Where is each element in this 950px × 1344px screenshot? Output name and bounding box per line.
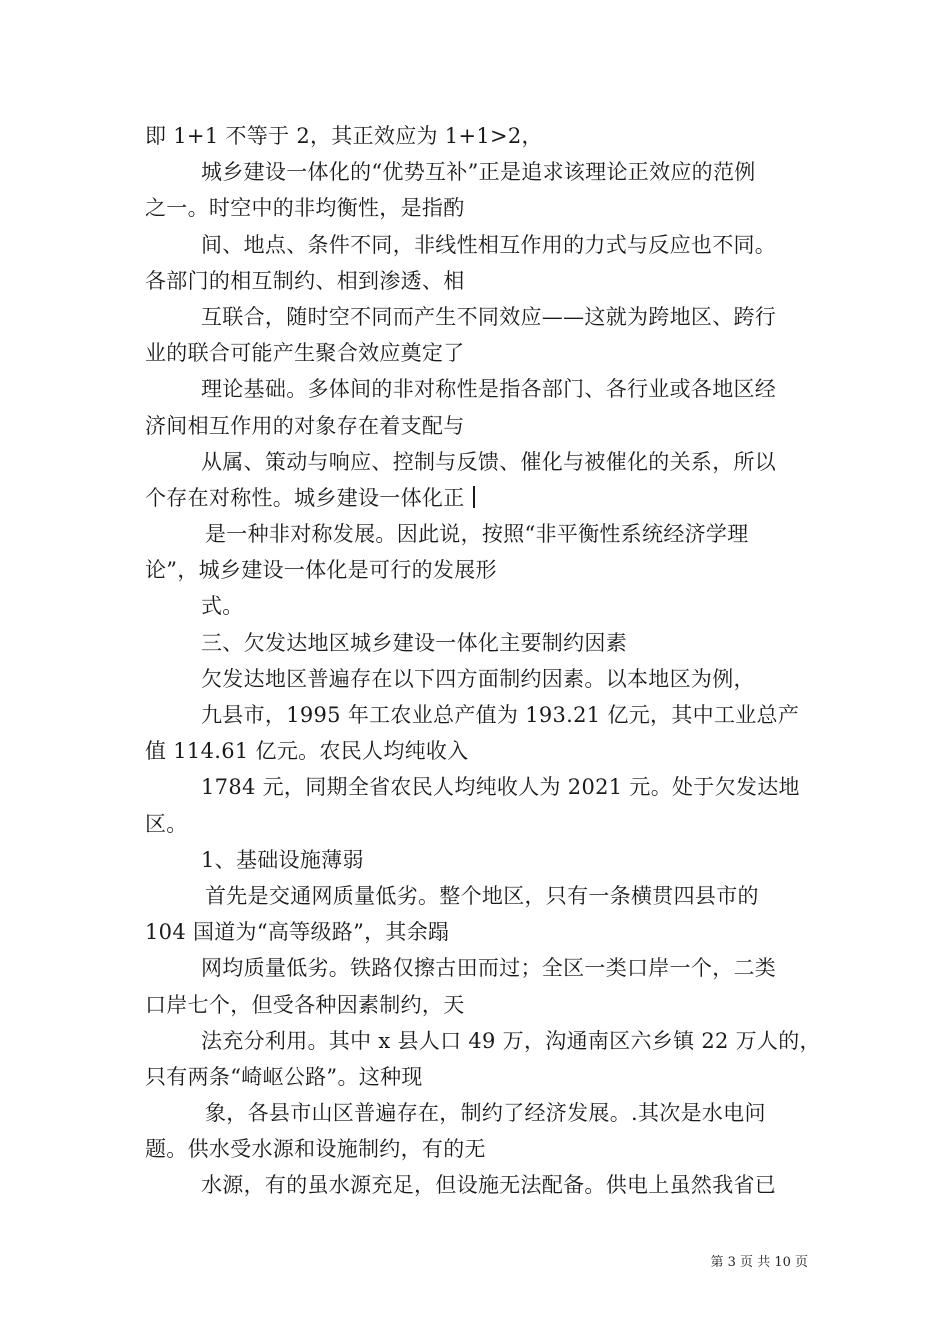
text-line-content: 从属、策动与响应、控制与反馈、催化与被催化的关系，所以 — [201, 449, 777, 474]
text-line-content: 104 国道为“高等级路”，其余蹋 — [145, 920, 450, 945]
text-line-content: 是一种非对称发展。因此说，按照“非平衡性系统经济学理 — [205, 522, 749, 547]
document-body — [145, 118, 825, 1204]
text-line — [145, 1059, 825, 1095]
text-line-content: 三、欠发达地区城乡建设一体化主要制约因素 — [201, 630, 627, 655]
text-line-content: 理论基础。多体间的非对称性是指各部门、各行业或各地区经 — [201, 377, 777, 402]
text-line — [145, 480, 825, 516]
text-line-content: 互联合，随时空不同而产生不同效应——这就为跨地区、跨行 — [201, 304, 777, 329]
text-line — [145, 335, 825, 371]
text-line-content: 论”，城乡建设一体化是可行的发展形 — [145, 558, 497, 583]
text-line-content: 业的联合可能产生聚合效应奠定了 — [145, 341, 465, 366]
text-line-content: 首先是交通网质量低劣。整个地区，只有一条横贯四县市的 — [205, 883, 759, 908]
text-line-content: 只有两条“崎岖公路”。这种现 — [145, 1064, 423, 1089]
text-line-content: 济间相互作用的对象存在着支配与 — [145, 413, 465, 438]
text-line-content: 题。供水受水源和设施制约，有的无 — [145, 1137, 486, 1162]
text-line — [145, 878, 825, 914]
text-line-content: 区。 — [145, 811, 188, 836]
text-line-content: 象，各县市山区普遍存在，制约了经济发展。.其次是水电问 — [205, 1101, 766, 1126]
text-line-content: 欠发达地区普遍存在以下四方面制约因素。以本地区为例， — [201, 666, 755, 691]
text-line — [145, 842, 825, 878]
text-line-content: 值 114.61 亿元。农民人均纯收入 — [145, 739, 469, 764]
text-line — [145, 516, 825, 552]
text-line — [145, 625, 825, 661]
text-line-content: 水源，有的虽水源充足，但设施无法配备。供电上虽然我省已 — [201, 1173, 777, 1198]
text-line — [145, 1167, 825, 1203]
text-line — [145, 299, 825, 335]
text-line — [145, 1131, 825, 1167]
text-line — [145, 444, 825, 480]
text-line — [145, 552, 825, 588]
text-line-content: 城乡建设一体化的“优势互补”正是追求该理论正效应的范例 — [201, 160, 756, 185]
text-line — [145, 118, 825, 154]
text-line-content: 之一。时空中的非均衡性，是指酌 — [145, 196, 465, 221]
text-line-content: 网均质量低劣。铁路仅擦古田而过；全区一类口岸一个，二类 — [201, 956, 777, 981]
text-line-content: 口岸七个，但受各种因素制约，天 — [145, 992, 465, 1017]
text-line-content: 1、基础设施薄弱 — [201, 847, 364, 872]
text-line — [145, 806, 825, 842]
text-line — [145, 154, 825, 190]
text-line — [145, 661, 825, 697]
text-line-content: 法充分利用。其中 x 县人口 49 万，沟通南区六乡镇 22 万人的， — [201, 1028, 821, 1053]
text-line — [145, 769, 825, 805]
text-line-content: 个存在对称性。城乡建设一体化正 — [145, 485, 465, 510]
text-line — [145, 227, 825, 263]
text-line — [145, 697, 825, 733]
text-line — [145, 263, 825, 299]
text-cursor — [473, 486, 475, 508]
text-line-content: 即 1+1 不等于 2，其正效应为 1+1>2， — [145, 124, 543, 148]
text-line-content: 1784 元，同期全省农民人均纯收人为 2021 元。处于欠发达地 — [201, 775, 800, 800]
text-line — [145, 733, 825, 769]
page-footer: 第 3 页 共 10 页 — [710, 1255, 808, 1270]
text-line — [145, 588, 825, 624]
text-line — [145, 1095, 825, 1131]
text-line — [145, 987, 825, 1023]
text-line — [145, 190, 825, 226]
text-line-content: 式。 — [201, 594, 244, 619]
text-line-content: 九县市，1995 年工农业总产值为 193.21 亿元，其中工业总产 — [201, 703, 800, 727]
text-line — [145, 950, 825, 986]
text-line — [145, 1023, 825, 1059]
text-line-content: 各部门的相互制约、相到渗透、相 — [145, 268, 465, 293]
text-line-content: 间、地点、条件不同，非线性相互作用的力式与反应也不同。 — [201, 232, 777, 257]
text-line — [145, 371, 825, 407]
text-line — [145, 914, 825, 950]
text-line — [145, 408, 825, 444]
